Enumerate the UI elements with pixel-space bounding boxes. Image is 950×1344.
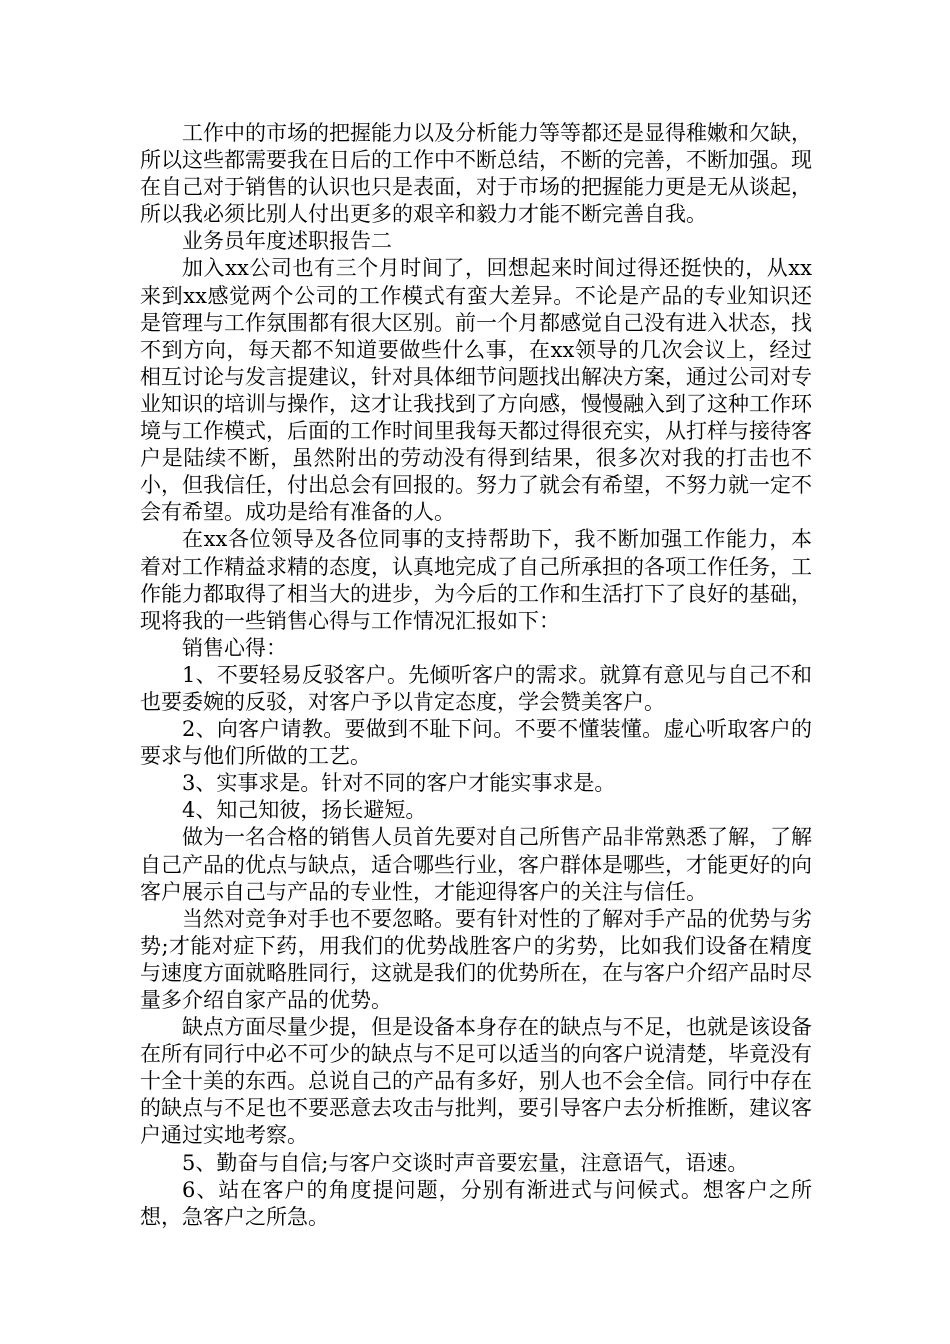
paragraph-support-progress: 在xx各位领导及各位同事的支持帮助下，我不断加强工作能力，本着对工作精益求精的态度，认真地完成了自己所承担的各项工作任务，工作能力都取得了相当大的进步，为今后的工作和生活打下了良好的基础，现将我的一些销售心得与工作情况汇报如下：: [140, 527, 812, 633]
paragraph-market-ability: 工作中的市场的把握能力以及分析能力等等都还是显得稚嫩和欠缺，所以这些都需要我在日后的工作中不断总结，不断的完善，不断加强。现在自己对于销售的认识也只是表面，对于市场的把握能力更是无从谈起，所以我必须比别人付出更多的艰辛和毅力才能不断完善自我。: [140, 121, 812, 227]
paragraph-weaknesses: 缺点方面尽量少提，但是设备本身存在的缺点与不足，也就是该设备在所有同行中必不可少的缺点与不足可以适当的向客户说清楚，毕竟没有十全十美的东西。总说自己的产品有多好，别人也不会全信。同行中存在的缺点与不足也不要恶意去攻击与批判，要引导客户去分析推断，建议客户通过实地考察。: [140, 1015, 812, 1148]
list-item-6: 6、站在客户的角度提问题，分别有渐进式与问候式。想客户之所想，急客户之所急。: [140, 1177, 812, 1229]
paragraph-competitors: 当然对竞争对手也不要忽略。要有针对性的了解对手产品的优势与劣势;才能对症下药，用我们的优势战胜客户的劣势，比如我们设备在精度与速度方面就略胜同行，这就是我们的优势所在，在与客户介绍产品时尽量多介绍自家产品的优势。: [140, 906, 812, 1012]
document-body: [140, 120, 812, 1231]
list-item-2: 2、向客户请教。要做到不耻下问。不要不懂装懂。虚心听取客户的要求与他们所做的工艺。: [140, 717, 812, 769]
paragraph-sales-experience-heading: 销售心得：: [182, 635, 287, 660]
section-heading-report-two: 业务员年度述职报告二: [182, 229, 392, 254]
paragraph-know-product: 做为一名合格的销售人员首先要对自己所售产品非常熟悉了解，了解自己产品的优点与缺点，适合哪些行业，客户群体是哪些，才能更好的向客户展示自己与产品的专业性，才能迎得客户的关注与信任。: [140, 825, 812, 904]
list-item-1: 1、不要轻易反驳客户。先倾听客户的需求。就算有意见与自己不和也要委婉的反驳，对客户予以肯定态度，学会赞美客户。: [140, 662, 812, 714]
list-item-3: 3、实事求是。针对不同的客户才能实事求是。: [182, 771, 616, 796]
list-item-4: 4、知己知彼，扬长避短。: [182, 798, 427, 823]
paragraph-joining-company: 加入xx公司也有三个月时间了，回想起来时间过得还挺快的，从xx来到xx感觉两个公司的工作模式有蛮大差异。不论是产品的专业知识还是管理与工作氛围都有很大区别。前一个月都感觉自己没有进入状态，找不到方向，每天都不知道要做些什么事，在xx领导的几次会议上，经过相互讨论与发言提建议，针对具体细节问题找出解决方案，通过公司对专业知识的培训与操作，这才让我找到了方向感，慢慢融入到了这种工作环境与工作模式，后面的工作时间里我每天都过得很充实，从打样与接待客户是陆续不断，虽然附出的劳动没有得到结果，很多次对我的打击也不小，但我信任，付出总会有回报的。努力了就会有希望，不努力就一定不会有希望。成功是给有准备的人。: [140, 256, 812, 525]
list-item-5: 5、勤奋与自信;与客户交谈时声音要宏量，注意语气，语速。: [182, 1150, 749, 1175]
